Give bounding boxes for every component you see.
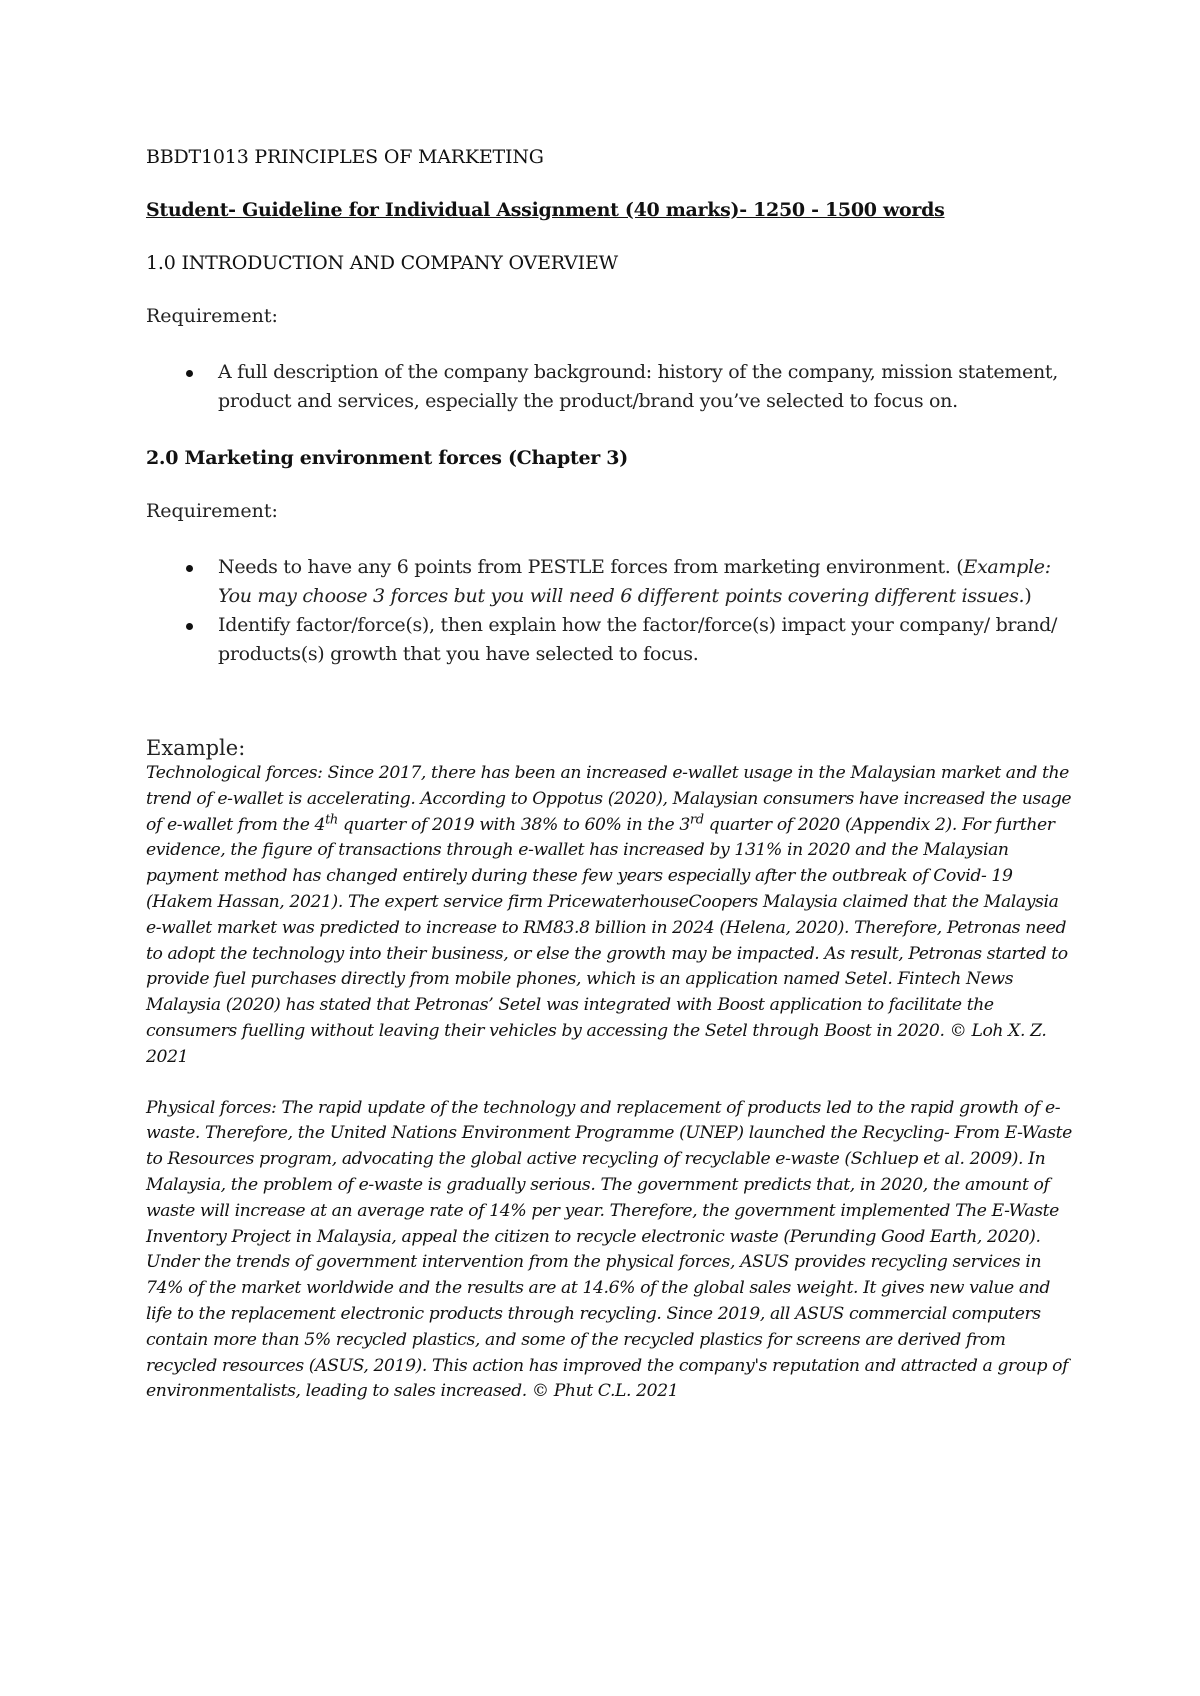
section-2-bullet-1-paren-open: ( <box>956 556 964 578</box>
section-1-bullet-text: A full description of the company background: history of the company, mission statement, product and services, especially the product/brand you’ve selected to focus on. <box>218 361 1058 412</box>
example-p1-superscript-th: th <box>325 811 338 827</box>
bullet-icon <box>186 370 193 377</box>
example-p1-part-a: Technological forces: Since 2017, there has been an increased e-wallet usage in the Malaysian market and the trend of e-wallet is accelerating. According to Oppotus (2020), Malaysian consumers have increased the usage of e-wallet from the 4 <box>146 763 1072 835</box>
paragraph-spacer <box>146 1071 1076 1096</box>
section-2-bullet-1-paren-close: ) <box>1024 585 1032 607</box>
section-2-heading: 2.0 Marketing environment forces (Chapter 3) <box>146 447 628 469</box>
guideline-heading: Student- Guideline for Individual Assignment (40 marks)- 1250 - 1500 words <box>146 199 945 221</box>
bullet-icon <box>186 565 193 572</box>
section-1-heading: 1.0 INTRODUCTION AND COMPANY OVERVIEW <box>146 252 618 274</box>
section-2-bullet-2 <box>146 611 1076 669</box>
document-page <box>146 146 1076 1405</box>
example-paragraph-technological <box>146 761 1076 1071</box>
section-2-bullet-1 <box>146 553 1076 611</box>
example-p1-part-c: quarter of 2020 (Appendix 2). For further evidence, the figure of transactions through e-wallet has increased by 131% in 2020 and the Malaysian payment method has changed entirely during these few years especially after the outbreak of Covid- 19 (Hakem Hassan, 2021). The expert service firm PricewaterhouseCoopers Malaysia claimed that the Malaysia e-wallet market was predicted to increase to RM83.8 billion in 2024 (Helena, 2020). Therefore, Petronas need to adopt the technology into their business, or else the growth may be impacted. As result, Petronas started to provide fuel purchases directly from mobile phones, which is an application named Setel. Fintech News Malaysia (2020) has stated that Petronas’ Setel was integrated with Boost application to facilitate the consumers fuelling without leaving their vehicles by accessing the Setel through Boost in 2020. © Loh X. Z. 2021 <box>146 814 1068 1067</box>
section-2-bullet-2-text: Identify factor/force(s), then explain how the factor/force(s) impact your company/ brand/ products(s) growth that you have selected to focus. <box>218 614 1058 665</box>
section-1-requirement-list <box>146 358 1076 416</box>
section-2-requirement-list <box>146 553 1076 669</box>
example-label: Example: <box>146 736 246 760</box>
section-2-bullet-1-example: Example: You may choose 3 forces but you will need 6 different points covering different issues. <box>218 556 1051 607</box>
bullet-icon <box>186 623 193 630</box>
example-p1-part-b: quarter of 2019 with 38% to 60% in the 3 <box>337 814 690 835</box>
section-2-bullet-1-text: Needs to have any 6 points from PESTLE forces from marketing environment. <box>218 556 951 578</box>
section-1-requirement-label: Requirement: <box>146 305 278 327</box>
section-1-bullet <box>146 358 1076 416</box>
example-p1-superscript-rd: rd <box>689 811 704 827</box>
course-title: BBDT1013 PRINCIPLES OF MARKETING <box>146 146 544 168</box>
example-paragraph-physical: Physical forces: The rapid update of the technology and replacement of products led to the rapid growth of e-waste. Therefore, the United Nations Environment Programme (UNEP) launched the Recycling- From E-Waste to Resources program, advocating the global active recycling of recyclable e-waste (Schluep et al. 2009). In Malaysia, the problem of e-waste is gradually serious. The government predicts that, in 2020, the amount of waste will increase at an average rate of 14% per year. Therefore, the government implemented The E-Waste Inventory Project in Malaysia, appeal the citizen to recycle electronic waste (Perunding Good Earth, 2020). Under the trends of government intervention from the physical forces, ASUS provides recycling services in 74% of the market worldwide and the results are at 14.6% of the global sales weight. It gives new value and life to the replacement electronic products through recycling. Since 2019, all ASUS commercial computers contain more than 5% recycled plastics, and some of the recycled plastics for screens are derived from recycled resources (ASUS, 2019). This action has improved the company's reputation and attracted a group of environmentalists, leading to sales increased. © Phut C.L. 2021 <box>146 1097 1072 1402</box>
section-2-requirement-label: Requirement: <box>146 500 278 522</box>
